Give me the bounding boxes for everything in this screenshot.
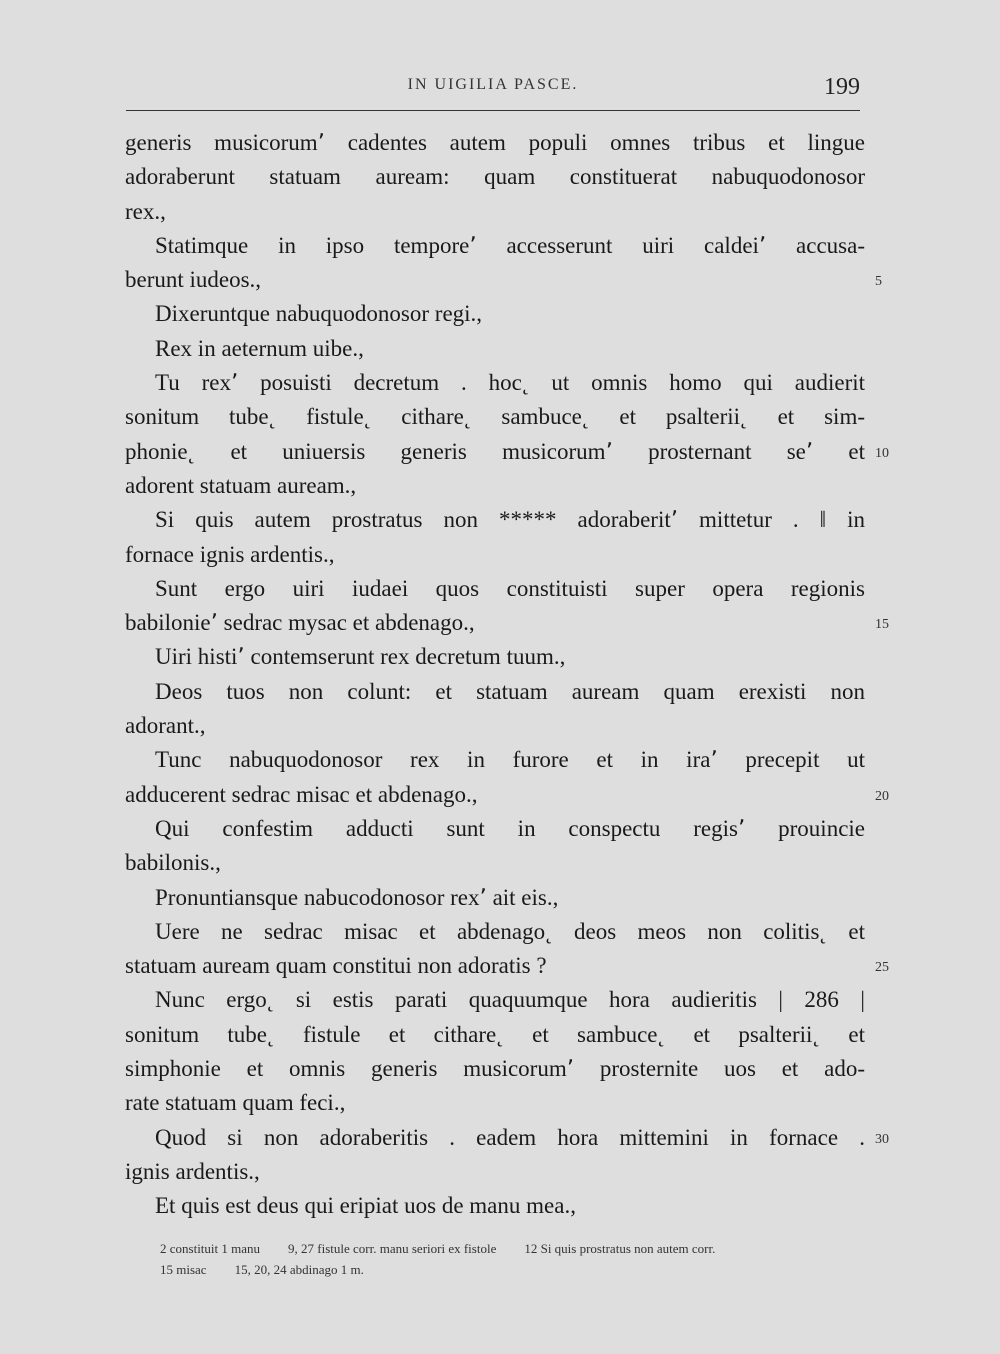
text-line-content: sonitum tube˛ fistule˛ cithare˛ sambuce˛ et psalterii˛ et sim- xyxy=(125,404,865,430)
footnote: 15, 20, 24 abdinago 1 m. xyxy=(234,1262,364,1277)
line-number: 10 xyxy=(875,445,889,461)
text-line-content: Uere ne sedrac misac et abdenago˛ deos meos non colitis˛ et xyxy=(155,918,865,944)
text-line xyxy=(125,675,865,709)
text-line xyxy=(125,1018,865,1052)
text-line xyxy=(125,881,865,915)
text-line-content: Statimque in ipso tempore٬ accesserunt uiri caldei٬ accusa- xyxy=(155,232,865,258)
text-line xyxy=(125,846,865,880)
text-line-content: Nunc ergo˛ si estis parati quaquumque hora audieritis | 286 | xyxy=(155,987,865,1013)
text-line xyxy=(125,469,865,503)
text-line-content: ignis ardentis., xyxy=(125,1158,260,1184)
text-line-content: Rex in aeternum uibe., xyxy=(155,335,364,361)
text-line xyxy=(125,366,865,400)
text-line xyxy=(125,709,865,743)
text-line xyxy=(125,503,865,537)
line-number: 15 xyxy=(875,617,889,633)
text-line-content: phonie˛ et uniuersis generis musicorum٬ prosternant se٬ et xyxy=(125,438,865,464)
text-line xyxy=(125,1086,865,1120)
text-line xyxy=(125,743,865,777)
text-line xyxy=(125,1121,889,1155)
footnote-row-2 xyxy=(160,1259,860,1280)
text-line xyxy=(125,160,865,194)
page-header xyxy=(126,76,860,102)
text-line-content: Deos tuos non colunt: et statuam auream quam erexisti non xyxy=(155,678,865,704)
text-line xyxy=(125,778,889,812)
text-line-content: Tu rex٬ posuisti decretum . hoc˛ ut omnis homo qui audierit xyxy=(155,370,866,396)
text-line-content: Quod si non adoraberitis . eadem hora mittemini in fornace . xyxy=(155,1124,865,1150)
text-line-content: adoraberunt statuam auream: quam constituerat nabuquodonosor xyxy=(125,164,865,190)
text-line-content: sonitum tube˛ fistule et cithare˛ et sambuce˛ et psalterii˛ et xyxy=(125,1021,865,1047)
text-line xyxy=(125,915,865,949)
footnote: 2 constituit 1 manu xyxy=(160,1241,261,1256)
text-line-content: Uiri histi٬ contemserunt rex decretum tuum., xyxy=(155,644,566,670)
text-line xyxy=(125,1052,865,1086)
text-line-content: rex., xyxy=(125,198,166,224)
text-line-content: Sunt ergo uiri iudaei quos constituisti super opera regionis xyxy=(155,575,865,601)
text-line xyxy=(125,949,889,983)
text-line xyxy=(125,1155,865,1189)
text-line xyxy=(125,195,865,229)
text-line xyxy=(125,435,889,469)
text-line-content: Et quis est deus qui eripiat uos de manu mea., xyxy=(155,1193,576,1219)
line-number: 5 xyxy=(875,274,882,290)
text-line xyxy=(125,297,865,331)
text-line-content: Dixeruntque nabuquodonosor regi., xyxy=(155,301,483,327)
footnotes xyxy=(160,1238,860,1280)
text-line xyxy=(125,538,865,572)
text-line-content: babilonie٬ sedrac mysac et abdenago., xyxy=(125,610,475,636)
text-line-content: adorent statuam auream., xyxy=(125,472,357,498)
footnote: 12 Si quis prostratus non autem corr. xyxy=(524,1241,716,1256)
running-title: IN UIGILIA PASCE. xyxy=(407,76,579,93)
text-line-content: adorant., xyxy=(125,713,206,739)
text-line-content: Pronuntiansque nabucodonosor rex٬ ait eis., xyxy=(155,884,559,910)
line-number: 20 xyxy=(875,788,889,804)
text-line-content: babilonis., xyxy=(125,850,221,876)
text-line xyxy=(125,400,865,434)
line-number: 30 xyxy=(875,1131,889,1147)
text-line xyxy=(125,1189,865,1223)
text-line-content: Qui confestim adducti sunt in conspectu regis٬ prouincie xyxy=(155,815,865,841)
text-line xyxy=(125,263,882,297)
footnote-row-1 xyxy=(160,1238,860,1259)
text-line xyxy=(125,606,889,640)
text-line-content: adducerent sedrac misac et abdenago., xyxy=(125,781,478,807)
header-rule xyxy=(126,110,860,111)
text-line-content: Si quis autem prostratus non ***** adoraberit٬ mittetur . ‖ in xyxy=(155,507,865,533)
footnote: 15 misac xyxy=(160,1262,207,1277)
footnote: 9, 27 fistule corr. manu seriori ex fistole xyxy=(288,1241,497,1256)
text-line xyxy=(125,812,865,846)
text-line-content: Tunc nabuquodonosor rex in furore et in ira٬ precepit ut xyxy=(155,747,865,773)
text-line-content: fornace ignis ardentis., xyxy=(125,541,335,567)
page-number: 199 xyxy=(824,74,860,100)
text-line xyxy=(125,126,865,160)
text-line-content: simphonie et omnis generis musicorum٬ prosternite uos et ado- xyxy=(125,1056,865,1082)
text-line-content: statuam auream quam constitui non adoratis ? xyxy=(125,953,547,979)
line-number: 25 xyxy=(875,960,889,976)
text-line xyxy=(125,983,865,1017)
text-line xyxy=(125,229,865,263)
text-line xyxy=(125,640,865,674)
text-body xyxy=(125,126,889,1224)
text-line xyxy=(125,332,865,366)
text-line xyxy=(125,572,865,606)
text-line-content: generis musicorum٬ cadentes autem populi omnes tribus et lingue xyxy=(125,130,865,155)
text-line-content: rate statuam quam feci., xyxy=(125,1090,346,1116)
text-line-content: berunt iudeos., xyxy=(125,267,262,293)
